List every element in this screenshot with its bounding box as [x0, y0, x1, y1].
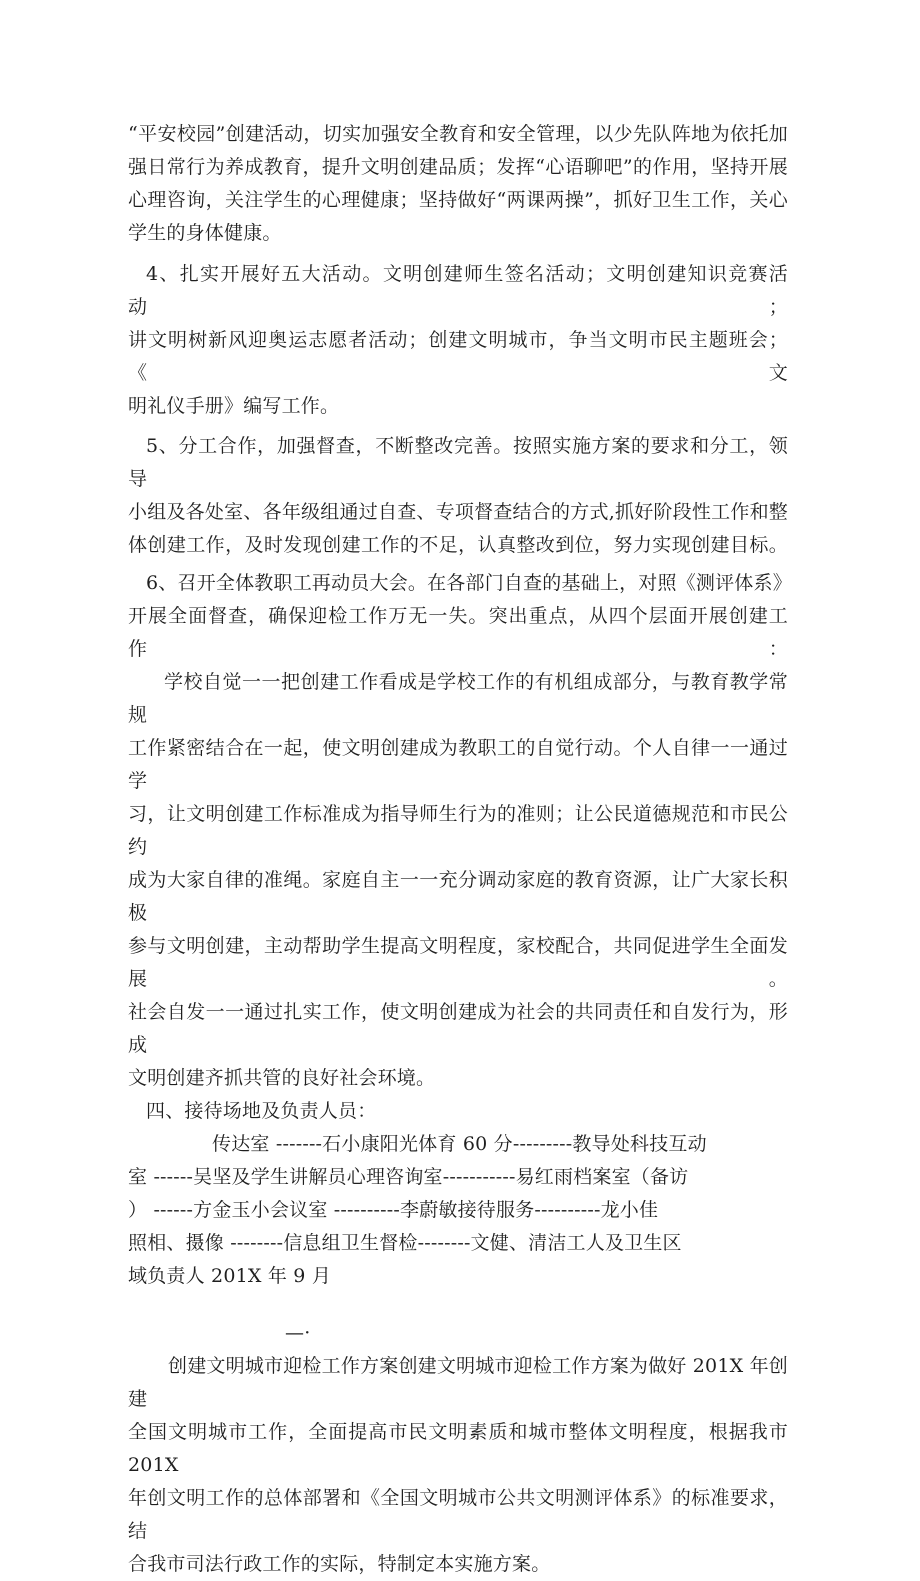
doc-line: 传达室 -------石小康阳光体育 60 分---------教导处科技互动 — [212, 1133, 707, 1155]
doc-line: ） ------方金玉小会议室 ----------李蔚敏接待服务----------龙小佳 — [128, 1199, 659, 1221]
doc-line: “平安校园”创建活动，切实加强安全教育和安全管理，以少先队阵地为依托加 — [128, 123, 788, 145]
doc-line: 学生的身体健康。 — [128, 222, 282, 244]
doc-line: 开展全面督查，确保迎检工作万无一失。突出重点，从四个层面开展创建工作： — [128, 605, 788, 660]
doc-line: 域负责人 201X 年 9 月 — [128, 1265, 332, 1287]
doc-line: 参与文明创建，主动帮助学生提高文明程度，家校配合，共同促进学生全面发展。 — [128, 935, 788, 990]
document-body — [128, 118, 792, 1581]
doc-line: 小组及各处室、各年级组通过自查、专项督查结合的方式,抓好阶段性工作和整 — [128, 501, 788, 523]
doc-line: 5、分工合作，加强督查，不断整改完善。按照实施方案的要求和分工，领导 — [128, 435, 788, 490]
doc-line: 体创建工作，及时发现创建工作的不足，认真整改到位，努力实现创建目标。 — [128, 534, 788, 556]
doc-line: 习，让文明创建工作标准成为指导师生行为的准则；让公民道德规范和市民公约 — [128, 803, 788, 858]
doc-line: —· — [285, 1322, 311, 1344]
doc-line: 强日常行为养成教育，提升文明创建品质；发挥“心语聊吧”的作用，坚持开展 — [128, 156, 788, 178]
doc-line: 照相、摄像 --------信息组卫生督检--------文健、清洁工人及卫生区 — [128, 1232, 682, 1254]
doc-line: 4、扎实开展好五大活动。文明创建师生签名活动；文明创建知识竞赛活动； — [128, 263, 788, 318]
doc-line: 学校自觉一一把创建工作看成是学校工作的有机组成部分，与教育教学常规 — [128, 671, 788, 726]
doc-line: 合我市司法行政工作的实际，特制定本实施方案。 — [128, 1553, 551, 1575]
doc-line: 心理咨询，关注学生的心理健康；坚持做好“两课两操”，抓好卫生工作，关心 — [128, 189, 788, 211]
doc-line: 明礼仪手册》编写工作。 — [128, 395, 340, 417]
doc-line: 创建文明城市迎检工作方案创建文明城市迎检工作方案为做好 201X 年创建 — [128, 1355, 788, 1410]
doc-line: 6、召开全体教职工再动员大会。在各部门自查的基础上，对照《测评体系》 — [146, 572, 792, 594]
doc-line: 讲文明树新风迎奥运志愿者活动；创建文明城市，争当文明市民主题班会；《文 — [128, 329, 788, 384]
doc-line: 成为大家自律的准绳。家庭自主一一充分调动家庭的教育资源，让广大家长积极 — [128, 869, 788, 924]
doc-line: 全国文明城市工作，全面提高市民文明素质和城市整体文明程度，根据我市 201X — [128, 1421, 788, 1476]
doc-line: 年创文明工作的总体部署和《全国文明城市公共文明测评体系》的标准要求，结 — [128, 1487, 788, 1542]
doc-line: 四、接待场地及负责人员： — [146, 1100, 377, 1122]
doc-line: 工作紧密结合在一起，使文明创建成为教职工的自觉行动。个人自律一一通过学 — [128, 737, 788, 792]
doc-line: 室 ------吴坚及学生讲解员心理咨询室-----------易红雨档案室（备访 — [128, 1166, 689, 1188]
doc-line: 社会自发一一通过扎实工作，使文明创建成为社会的共同责任和自发行为，形成 — [128, 1001, 788, 1056]
doc-line: 文明创建齐抓共管的良好社会环境。 — [128, 1067, 436, 1089]
